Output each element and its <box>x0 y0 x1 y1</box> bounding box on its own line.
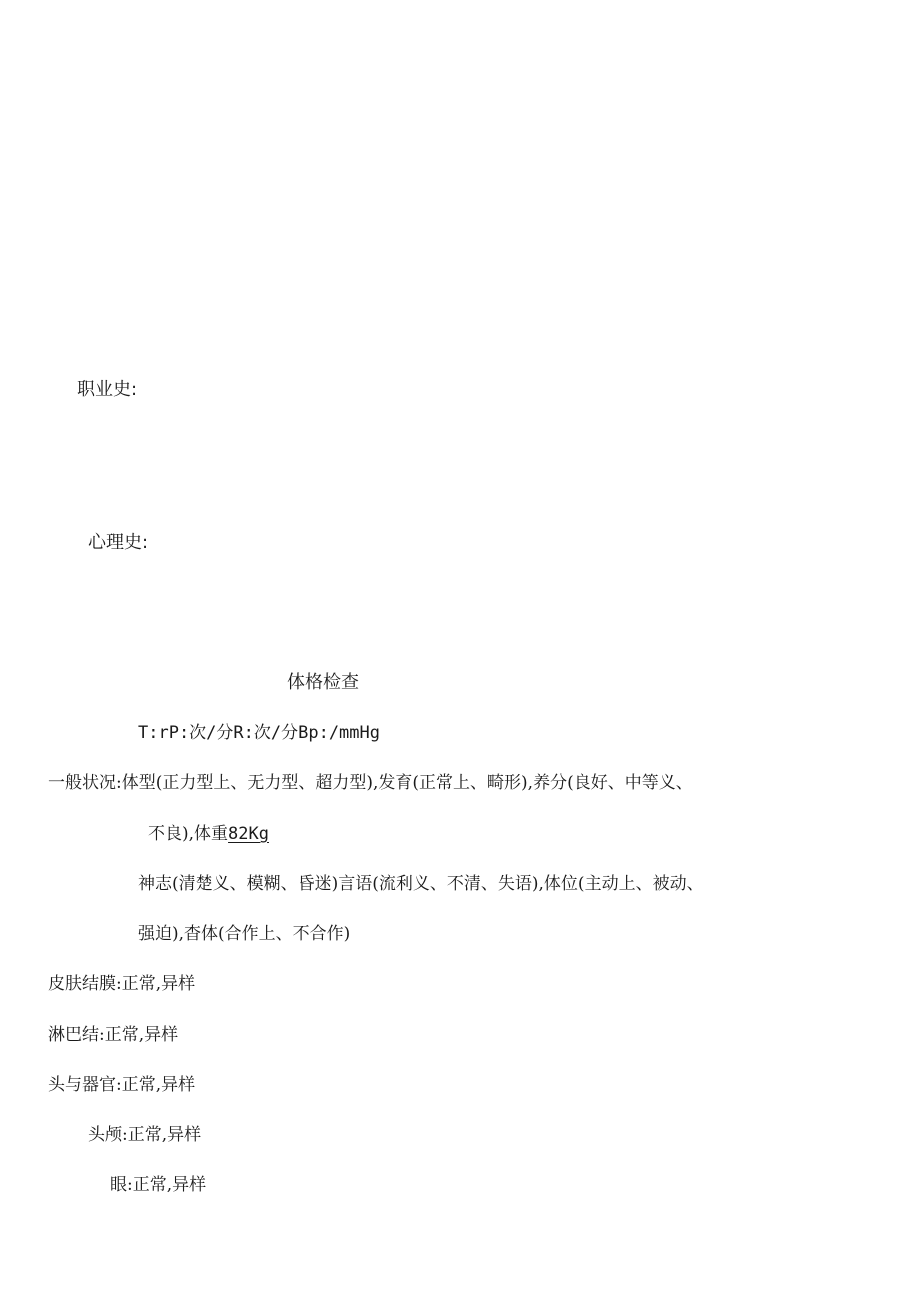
vitals-line: T:rP:次/分R:次/分Bp:/mmHg <box>138 723 380 743</box>
exam-title: 体格检查 <box>287 672 359 693</box>
lymph-nodes-line: 淋巴结:正常,异样 <box>48 1025 179 1045</box>
weight-value: 82Kg <box>228 824 269 844</box>
eyes-line: 眼:正常,异样 <box>110 1175 207 1195</box>
general-status-line-2 <box>148 823 269 845</box>
general-status-line-1: 一般状况:体型(正力型上、无力型、超力型),发育(正常上、畸形),养分(良好、中等义、 <box>48 773 693 793</box>
weight-label: 不良),体重 <box>148 824 229 844</box>
skin-mucosa-line: 皮肤结膜:正常,异样 <box>48 974 196 994</box>
consciousness-line-1: 神志(清楚义、模糊、昏迷)言语(流利义、不清、失语),体位(主动上、被动、 <box>138 874 704 894</box>
consciousness-line-2: 强迫),杳体(合作上、不合作) <box>138 924 351 944</box>
psych-history-label: 心理史: <box>88 532 149 553</box>
skull-line: 头颅:正常,异样 <box>88 1125 202 1145</box>
occupational-history-label: 职业史: <box>77 379 138 400</box>
head-organs-line: 头与器官:正常,异样 <box>48 1075 196 1095</box>
